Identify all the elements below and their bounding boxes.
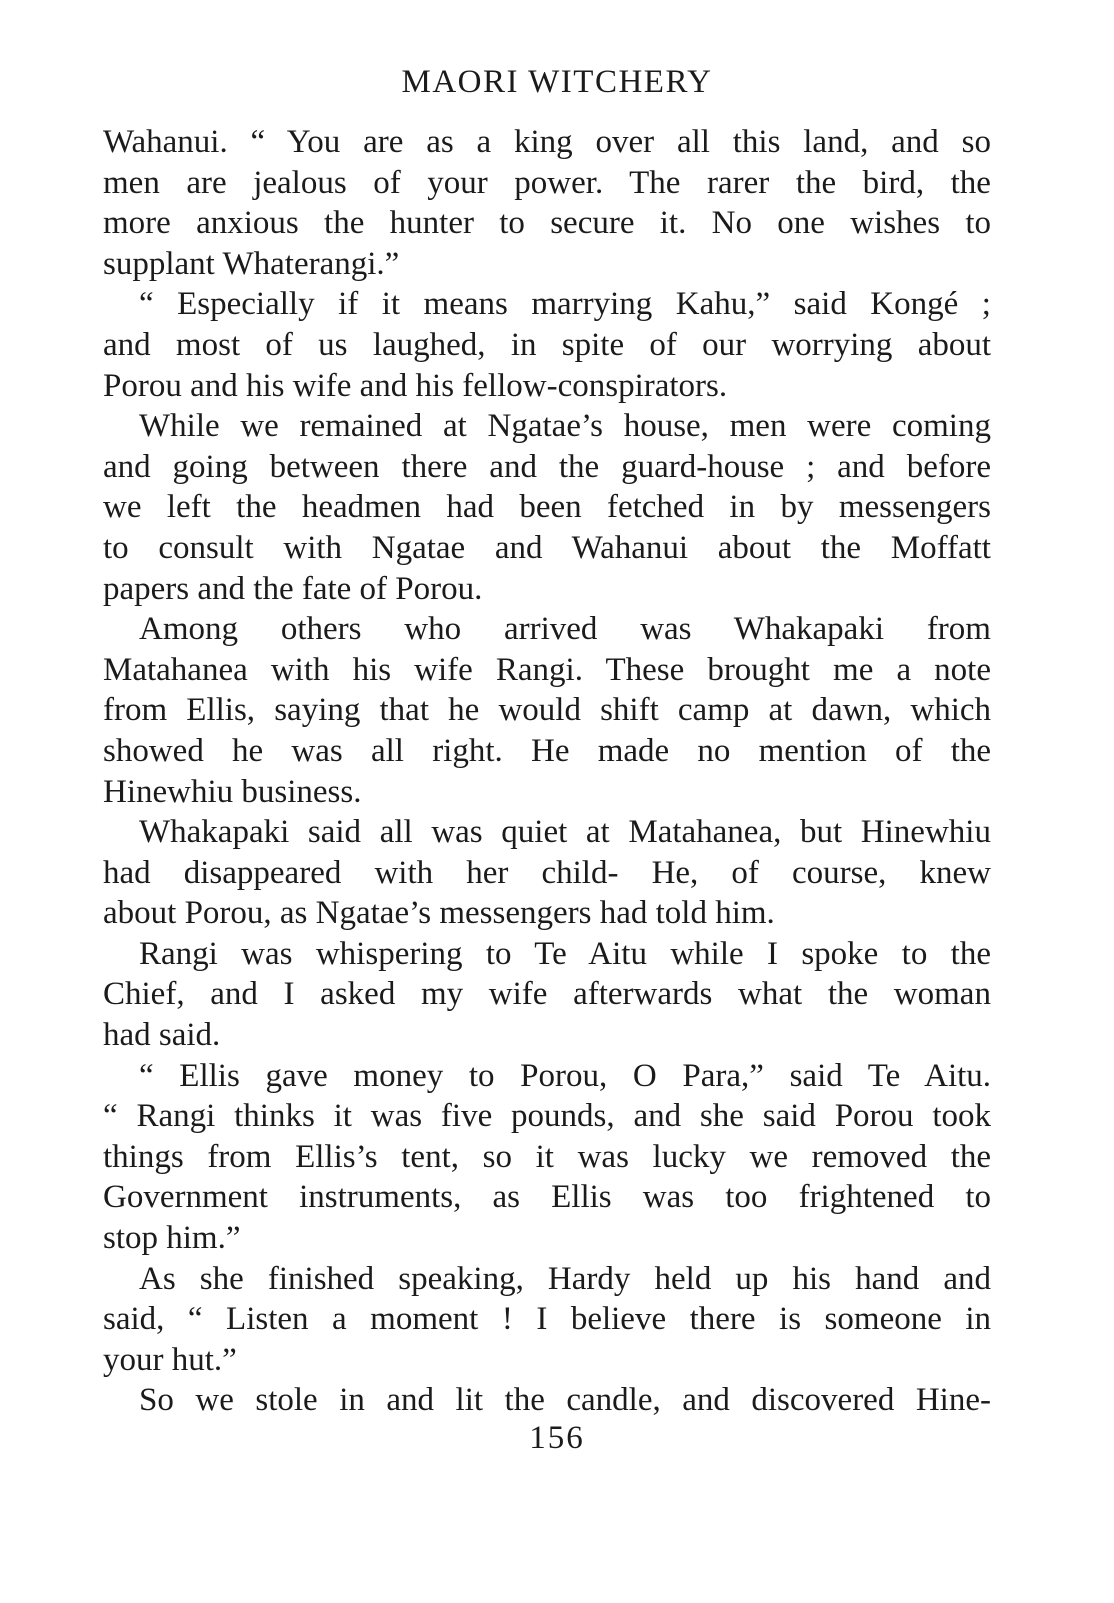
text-line: your hut.” — [103, 1341, 237, 1378]
text-line: about Porou, as Ngatae’s messengers had told him. — [103, 895, 775, 932]
text-line: “ Ellis gave money to Porou, O Para,” said Te Aitu. — [139, 1057, 992, 1094]
text-line: While we remained at Ngatae’s house, men were coming — [139, 408, 991, 445]
text-line: Rangi was whispering to Te Aitu while I spoke to the — [139, 935, 991, 972]
paragraph — [103, 1380, 991, 1421]
text-line: Wahanui. “ You are as a king over all this land, and so — [103, 124, 991, 160]
paragraph — [103, 122, 991, 284]
paragraph — [103, 284, 991, 406]
text-line: to consult with Ngatae and Wahanui about the Moffatt — [103, 529, 991, 566]
text-line: Whakapaki said all was quiet at Matahanea, but Hinewhiu — [139, 814, 991, 851]
text-line: men are jealous of your power. The rarer the bird, the — [103, 164, 991, 201]
text-line: Government instruments, as Ellis was too frightened to — [103, 1179, 992, 1216]
text-line: As she finished speaking, Hardy held up his hand and — [139, 1260, 992, 1297]
text-line: Among others who arrived was Whakapaki from — [139, 611, 991, 648]
page-number: 156 — [529, 1420, 585, 1456]
paragraph — [103, 609, 991, 812]
text-line: Matahanea with his wife Rangi. These brought me a note — [103, 651, 991, 688]
text-line: Chief, and I asked my wife afterwards what the woman — [103, 976, 991, 1013]
text-line: things from Ellis’s tent, so it was lucky we removed the — [103, 1138, 992, 1175]
text-line: Porou and his wife and his fellow-conspirators. — [103, 367, 728, 404]
text-line: said, “ Listen a moment ! I believe there is someone in — [103, 1301, 992, 1338]
text-line: stop him.” — [103, 1220, 241, 1257]
text-line: “ Rangi thinks it was five pounds, and she said Porou took — [103, 1098, 992, 1135]
text-line: and most of us laughed, in spite of our worrying about — [103, 326, 992, 363]
text-line: So we stole in and lit the candle, and discovered Hine- — [139, 1382, 991, 1419]
text-line: had disappeared with her child- He, of course, knew — [103, 854, 991, 891]
text-line: and going between there and the guard-house ; and before — [103, 448, 991, 485]
text-line: showed he was all right. He made no mention of the — [103, 732, 992, 769]
running-head: MAORI WITCHERY — [401, 64, 713, 100]
text-line: supplant Whaterangi.” — [103, 245, 400, 282]
text-line: had said. — [103, 1017, 221, 1054]
body-text — [103, 122, 991, 1421]
paragraph — [103, 1259, 991, 1381]
text-line: Hinewhiu business. — [103, 773, 362, 810]
text-line: “ Especially if it means marrying Kahu,” said Kongé ; — [139, 286, 991, 323]
text-line: more anxious the hunter to secure it. No one wishes to — [103, 205, 991, 242]
paragraph — [103, 406, 991, 609]
text-line: we left the headmen had been fetched in by messengers — [103, 489, 991, 526]
paragraph — [103, 812, 991, 934]
text-line: papers and the fate of Porou. — [103, 570, 483, 607]
paragraph — [103, 1056, 991, 1259]
paragraph — [103, 934, 991, 1056]
text-line: from Ellis, saying that he would shift camp at dawn, which — [103, 692, 992, 729]
